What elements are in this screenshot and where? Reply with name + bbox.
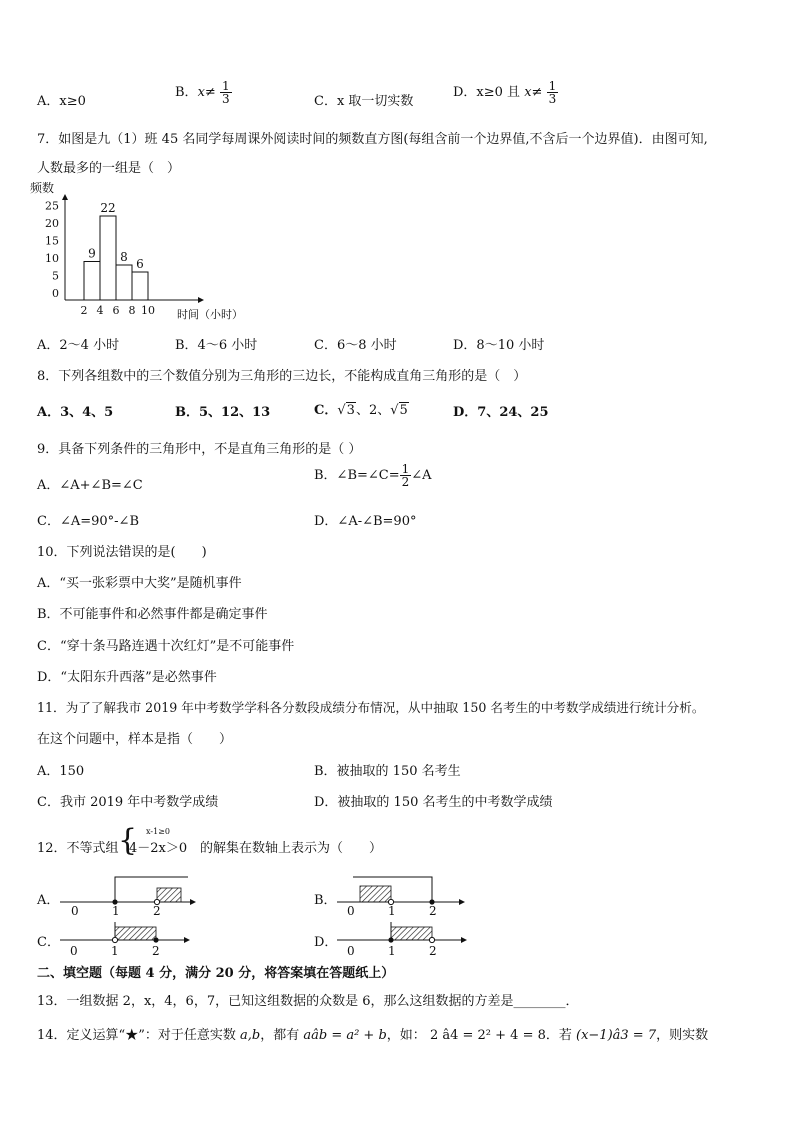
- histogram-chart: [30, 180, 270, 320]
- q13-stem: 13．一组数据 2，x，4，6，7，已知这组数据的众数是 6，那么这组数据的方差是________．: [37, 994, 579, 1009]
- section-heading-fill-in: 二、填空题（每题 4 分，满分 20 分，将答案填在答题纸上）: [37, 966, 395, 981]
- number-line-a: [58, 872, 208, 918]
- q7-option-a: A．2～4 小时: [37, 338, 120, 353]
- q7-option-c: C．6～8 小时: [314, 338, 397, 353]
- y-tick-label: 25: [45, 199, 59, 213]
- q9-option-b: [314, 463, 432, 488]
- tick-label-2: 2: [429, 904, 437, 918]
- y-axis-label: 频数: [30, 181, 55, 195]
- q8-c-sqrt5: 5: [399, 403, 408, 418]
- x-axis-arrow-icon: [198, 297, 204, 303]
- q6-b-num: 1: [221, 79, 230, 93]
- hatched-region: [360, 886, 391, 902]
- q6-d-neq: ≠: [531, 85, 543, 100]
- q9-option-a: A．∠A+∠B=∠C: [37, 478, 143, 493]
- q14-pre: 14．定义运算“★”：对于任意实数: [37, 1028, 236, 1043]
- q12-ineq2: 4－2x＞0: [129, 841, 188, 856]
- solid-point: [388, 937, 393, 942]
- bar-value-label: 8: [120, 250, 128, 264]
- y-axis-arrow-icon: [62, 194, 68, 200]
- q7-option-b: B．4～6 小时: [175, 338, 258, 353]
- q10-stem: 10．下列说法错误的是( ): [37, 545, 207, 560]
- q8-c-sqrt3: 3: [346, 403, 355, 418]
- q10-option-c: C．“穿十条马路连遇十次红灯”是不可能事件: [37, 639, 295, 654]
- q10-option-d: D．“太阳东升西落”是必然事件: [37, 670, 217, 685]
- number-line-b: [335, 872, 495, 918]
- q6-b-neq: ≠: [204, 85, 216, 100]
- q10-option-a: A．“买一张彩票中大奖”是随机事件: [37, 576, 242, 591]
- open-point: [429, 937, 434, 942]
- q9-stem: 9．具备下列条件的三角形中，不是直角三角形的是（ ）: [37, 442, 362, 457]
- q14-mid1: ，都有: [260, 1028, 300, 1043]
- histogram-bar: [116, 265, 132, 300]
- q8-option-a: A．3、4、5: [37, 405, 114, 420]
- hatched-region: [391, 927, 432, 940]
- q6-option-b: [175, 80, 232, 105]
- tick-label-2: 2: [152, 944, 160, 958]
- q12-option-d-label: D．: [314, 935, 338, 950]
- y-tick-label: 20: [45, 217, 59, 230]
- q9-option-d: D．∠A-∠B=90°: [314, 514, 417, 529]
- arrow-icon: [461, 937, 467, 943]
- q8-option-d: D．7、24、25: [453, 405, 549, 420]
- q8-option-c-label: C．: [314, 403, 338, 418]
- tick-label-2: 2: [429, 944, 437, 958]
- y-tick-label: 5: [52, 269, 59, 283]
- q9-b-num: 1: [401, 462, 410, 476]
- hatched-region: [115, 927, 156, 940]
- q6-d-num: 1: [548, 79, 557, 93]
- arrow-icon: [184, 937, 190, 943]
- histogram-bar: [132, 272, 148, 300]
- q6-option-b-label: B．: [175, 85, 198, 100]
- bar-value-label: 9: [88, 246, 96, 261]
- tick-label-2: 2: [153, 904, 161, 918]
- q7-option-d: D．8～10 小时: [453, 338, 545, 353]
- q10-option-b: B．不可能事件和必然事件都是确定事件: [37, 607, 268, 622]
- y-tick-label: 15: [45, 234, 59, 248]
- histogram-bar: [100, 216, 116, 300]
- q8-c-two: 2: [368, 403, 378, 418]
- bar-value-label: 22: [100, 201, 116, 215]
- q7-stem-line2: 人数最多的一组是（ ）: [37, 161, 181, 176]
- brace-icon: {: [118, 823, 138, 858]
- x-axis-label: 时间（小时）: [177, 308, 243, 320]
- number-line-c: [58, 920, 208, 960]
- q14-mid3: ．若: [545, 1028, 572, 1043]
- q8-option-b: B．5、12、13: [175, 405, 271, 420]
- q9-option-b-pre: B．∠B=∠C=: [314, 468, 400, 483]
- q12-option-b-label: B．: [314, 893, 337, 908]
- q6-option-c: C．x 取一切实数: [314, 94, 414, 109]
- q8-option-c: C．√3、2、√5: [314, 403, 408, 418]
- q9-b-den: 2: [401, 475, 410, 489]
- q14-mid2: ，如：: [386, 1028, 426, 1043]
- q6-option-d-label: D．x≥0 且: [453, 85, 521, 100]
- q11-option-a: A．150: [37, 764, 85, 779]
- x-tick-label: 4: [96, 304, 104, 317]
- q7-stem-line1: 7．如图是九（1）班 45 名同学每周课外阅读时间的频数直方图(每组含前一个边界值,不含后一个边界值)．由图可知,: [37, 132, 708, 147]
- q14-stem: [37, 1024, 708, 1043]
- number-line-d: [335, 920, 495, 960]
- q14-definition: aâb = a² + b: [303, 1028, 387, 1043]
- q9-b-fraction: [400, 463, 412, 488]
- q14-example: 2 â4 = 2² + 4 = 8: [429, 1028, 546, 1043]
- q11-stem-line2: 在这个问题中，样本是指（ ）: [37, 732, 233, 747]
- y-tick-label: 0: [52, 287, 59, 300]
- q12-option-c-label: C．: [37, 935, 60, 950]
- bar-value-label: 6: [136, 257, 144, 271]
- q6-d-den: 3: [548, 92, 557, 106]
- x-tick-label: 10: [141, 304, 155, 317]
- tick-label-0: 0: [70, 944, 78, 958]
- tick-label-1: 1: [111, 944, 119, 958]
- q11-stem-line1: 11．为了了解我市 2019 年中考数学学科各分数段成绩分布情况，从中抽取 150 名考生的中考数学成绩进行统计分析。: [37, 700, 705, 715]
- tick-label-1: 1: [388, 904, 396, 918]
- tick-label-0: 0: [347, 904, 355, 918]
- x-tick-label: 2: [80, 304, 88, 317]
- sqrt-icon: √: [337, 403, 346, 418]
- q6-b-fraction: [220, 80, 232, 105]
- q11-option-b: B．被抽取的 150 名考生: [314, 764, 461, 779]
- q12-option-a-label: A．: [37, 893, 60, 908]
- y-tick-label: 10: [45, 252, 59, 265]
- q6-d-var: x: [524, 85, 532, 100]
- x-tick-label: 6: [112, 304, 120, 317]
- q14-condition: (x−1)â3 = 7: [576, 1028, 657, 1043]
- solid-point: [153, 937, 158, 942]
- hatched-region: [157, 888, 181, 902]
- q6-option-a: A．x≥0: [37, 94, 86, 109]
- x-tick-label: 8: [128, 304, 136, 317]
- tick-label-1: 1: [388, 944, 396, 958]
- q6-option-d: [453, 80, 558, 105]
- q6-d-fraction: [547, 80, 559, 105]
- q8-stem: 8．下列各组数中的三个数值分别为三角形的三边长，不能构成直角三角形的是（ ）: [37, 369, 527, 384]
- q11-option-d: D．被抽取的 150 名考生的中考数学成绩: [314, 795, 553, 810]
- arrow-icon: [459, 899, 465, 905]
- sqrt-icon: √: [390, 403, 399, 418]
- arrow-icon: [190, 899, 196, 905]
- q9-option-c: C．∠A=90°-∠B: [37, 514, 140, 529]
- q6-b-var: x: [197, 85, 205, 100]
- tick-label-1: 1: [112, 904, 120, 918]
- histogram-bar: [84, 262, 100, 301]
- q12-ineq1: x-1≥0: [146, 827, 170, 836]
- q9-option-b-post: ∠A: [411, 468, 432, 483]
- q14-post: ，则实数: [656, 1028, 709, 1043]
- q6-b-den: 3: [221, 92, 230, 106]
- tick-label-0: 0: [347, 944, 355, 958]
- open-point: [112, 937, 117, 942]
- q12-stem-pre: 12．不等式组: [37, 841, 119, 856]
- q14-vars: a,b: [239, 1028, 261, 1043]
- q12-stem-post: 的解集在数轴上表示为（ ）: [200, 841, 383, 856]
- q11-option-c: C．我市 2019 年中考数学成绩: [37, 795, 219, 810]
- tick-label-0: 0: [71, 904, 79, 918]
